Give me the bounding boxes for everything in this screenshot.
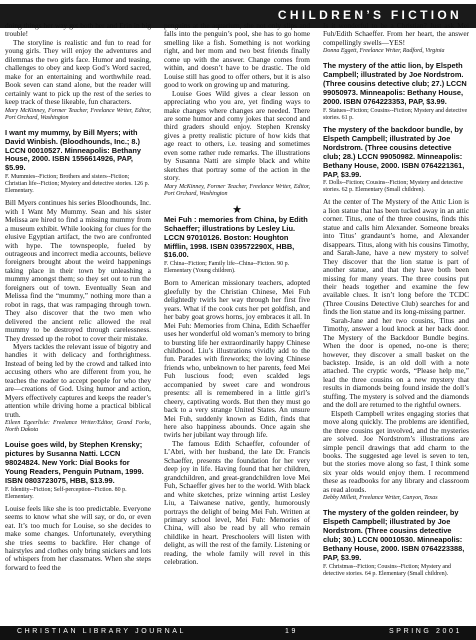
column-2 bbox=[164, 22, 310, 567]
book-entry-heading: The mystery of the backdoor bundle, by Elspeth Campbell; illustrated by Joe Nordstrom. (Three cousins detective club; 28.) LCCN 99050982. Minneapolis: Bethany House, 2000. ISBN 0764221361, PAP, $3.99. bbox=[323, 124, 465, 179]
review-paragraph: Elspeth Campbell writes engaging stories that move along quickly. The problems are identified, the three cousins get involved, and the mysteries are solved. Joe Nordstrom’s illustrations are simple pencil drawings that add charm to the books. The suggested age level is seven to ten, but the stories move along so fast, I think some six year olds would enjoy them. I recommend these as readbooks for any library and classroom as read alouds. bbox=[323, 408, 469, 494]
subject-line: F. China--Fiction; Family life--China--Fiction. 90 p. Elementary (Young children). bbox=[164, 261, 290, 275]
page-number: 19 bbox=[285, 628, 298, 635]
review-paragraph: Is it wonderful to be a Christian? Just ask Mei Fuh/Edith Schaeffer. From her heart, the answer compellingly swells—YES! bbox=[323, 21, 469, 47]
section-title: CHILDREN’S FICTION bbox=[277, 8, 462, 22]
subject-line: F. Christmas--Fiction; Cousins--Fiction; Mystery and detective stories. 64 p. Elementary (Small children). bbox=[323, 563, 452, 577]
reviewer-byline: Mary McKinney, Former Teacher, Freelance Writer, Editor, Port Orchard, Washington bbox=[164, 183, 310, 197]
review-paragraph: Louise feels like she is too predictable. Everyone seems to know what she will say, or do, or even eat. It’s too much for Louise, so she decides to make some changes. Unfortunately, everything she tries seems to backfire. Her change of hairstyles and clothes only bring snickers and lots of whispers from her classmates. When she steps forward to feed the bbox=[5, 503, 151, 572]
review-paragraph: Myers tackles the relevant issue of bigotry and handles it with delicacy and forthrightness. Instead of being led by the crowd and talked into accusing others who are different from you, he teaches the reader to accept people for who they are—creations of God. Using humor and action, Myers effectively captures and keeps the reader’s attention while driving home a practical biblical truth. bbox=[5, 341, 151, 419]
book-entry-heading: The mystery of the attic lion, by Elspeth Campbell; illustrated by Joe Nordstrom. (Three cousins detective club; 27.) LCCN 99050973. Minneapolis: Bethany House, 2000. ISBN 0764223353, PAP, $3.99. bbox=[323, 61, 467, 107]
column-3 bbox=[323, 22, 469, 582]
review-paragraph: The storyline is realistic and fun to read for young girls. They will enjoy the adventures and dilemmas the two girls face. Humor and teasing, challenges to obey and keep God’s Word sacred, make for an entertaining and worthwhile read. Book seven can stand alone, but the reader will certainly want to pick up the rest of the series to keep track of these likeable, fun characters. bbox=[5, 37, 151, 107]
page-footer bbox=[0, 626, 476, 640]
reviewer-byline: Eileen Egeerlisle: Freelance Writer/Editor, Grand Forks, North Dakota bbox=[5, 420, 151, 434]
review-paragraph: The famous Edith Schaeffer, cofounder of L’Abri, with her husband, the late Dr. Francis Schaeffer, presents the foundation for her very deep joy in life. Having found that her children, grandchildren, and great-grandchildren love Mei Fuh, Schaeffer gives her to the world. With black and white sketches, prize winning artist Lesley Liu, a Taiwanese native, gently, humorously portrays the delight of being Mei Fuh. Written at primary school level, Mei Fuh: Memories of China, will also be read by all who remain childlike in heart. Preschoolers will listen with delight, as will the rest of the family. Listening or reading, the whole family will revel in this celebration. bbox=[164, 438, 310, 567]
reviewer-byline: Debby Millett, Freelance Writer, Canyon, Texas bbox=[323, 495, 438, 502]
issue-label: SPRING 2001 bbox=[389, 628, 462, 635]
book-entry-heading: Louise goes wild, by Stephen Krensky; pictures by Susanna Natti. LCCN 98024824. New York: Dial Books for Young Readers, Penguin Putnam, 1999. ISBN 0803723075, HBB, $13.99. bbox=[5, 440, 144, 485]
subject-line: F. Mummies--Fiction; Brothers and sisters--Fiction; Christian life--Fiction; Mystery and detective stories. 126 p. Elementary. bbox=[5, 174, 150, 195]
subject-line: F. Identity--Fiction; Self-perception--Fiction. 80 p. Elementary. bbox=[5, 486, 127, 500]
subject-line: F. Statues--Fiction; Cousins--Fiction; Mystery and detective stories. 61 p. bbox=[323, 107, 468, 121]
review-paragraph: penguins at the aquarium, she not only slips and falls into the penguin’s pool, she has to go home smelling like a fish. Something is not working right, and her mom and two best friends finally come up with the answer. Change comes from within, and doesn’t have to be drastic. The old Louise still has good to offer others, but it is also good to work on growing up and maturing. bbox=[164, 21, 310, 90]
subject-line: F. Dolls--Fiction; Cousins--Fiction; Mystery and detective stories. 62 p. Elementary (Small children). bbox=[323, 180, 463, 194]
star-icon: ★ bbox=[232, 203, 242, 216]
review-paragraph: Sarah-Jane and her two cousins, Titus and Timothy, answer a loud knock at her back door. The Mystery of the Backdoor Bundle begins. When the door is opened, no-one is there; however, they discover a small basket on the backstep. Inside, is an old doll with a note attached. The cryptic words, “Please help me,” lead the three cousins on a new mystery that results in diamonds being found inside the doll’s stuffing. The mystery is solved and the diamonds and the doll are returned to the rightful owners. bbox=[323, 315, 469, 410]
journal-name: CHRISTIAN LIBRARY JOURNAL bbox=[17, 628, 186, 635]
column-1 bbox=[5, 22, 151, 572]
review-paragraph: Born to American missionary teachers, adopted gleefully by the Christian Chinese, Mei Fuh delightedly twirls her way through her first five years. What if the cook cuts her pet goldfish, and her baby goat grows horns, joy embraces it all. In Mei Fuh: Memories from China, Edith Schaeffer uses her wonderful old woman’s memory to bring to bursting life her extraordinarily happy Chinese childhood. Liu’s illustrations vividly add to the fun. Parades with fireworks; the loving Chinese friends who, unbeknown to her parents, feed Mei Fuh luscious food; even scalded legs accompanied by sweet care and wondrous presents: all is remembered in a little girl’s cheery, captivating words. But then they must go back to a very strange United States. An unsure Mei Fuh, suddenly known as Edith, finds that here also happiness abounds. Once again she twirls her jubilant way through life. bbox=[164, 278, 310, 440]
review-paragraph: At the center of The Mystery of the Attic Lion is a lion statue that has been tucked away in an attic corner. Titus, one of the three cousins, finds this statue and calls him Alexander. Someone breaks into Titus’ grandaunt’s home, and Alexander disappears. Titus, along with his cousins Timothy, and Sarah-Jane, have a new mystery to solve! They discover that the lion statue is part of another statue, and that they have both been missing for many years. The three cousins put their heads together and examine the few available clues. It isn’t long before the TCDC (Three Cousins Detective Club) searches for and finds the lion statue and its long-missing partner. bbox=[323, 197, 469, 317]
book-entry-heading: I want my mummy, by Bill Myers; with David Winbish. (Bloodhounds, Inc.; 8.) LCCN 00010527. Minneapolis: Bethany House, 2000. ISBN 1556614926, PAP, $5.99. bbox=[5, 127, 141, 173]
book-entry-heading: Mei Fuh : memories from China, by Edith Schaeffer; illustrations by Lesley Liu. LCCN 97010126. Boston: Houghton Mifflin, 1998. ISBN 039572290X, HBB, $16.00. bbox=[164, 214, 308, 260]
book-entry-heading: The mystery of the golden reindeer, by Elspeth Campbell; illustrated by Joe Nordstrom. (Three cousins detective club; 30.) LCCN 00010530. Minneapolis: Bethany House, 2000. ISBN 0764223388, PAP, $3.99. bbox=[323, 508, 465, 562]
reviewer-byline: Donna Eggett, Freelance Writer, Radford, Virginia bbox=[323, 48, 445, 55]
review-paragraph: doing things her way get both her and Erin in big trouble! bbox=[5, 21, 151, 39]
review-paragraph: Bill Myers continues his series Bloodhounds, Inc. with I Want My Mummy. Sean and his sister Melissa are hired to find a missing mummy from a museum exhibit. While looking for clues for the elusive Egyptian artifact, the two are confronted with hype. The townspeople, fueled by outrageous and incorrect media accounts, believe foreigners brought about the weird happenings taking place in their town by unleashing a mummy amongst them; so they set out to run the foreigners out of town. Eventually Sean and Melissa find the “mummy,” nothing more than a robot in rags, that was rampaging through town. They also discover that the two men who delivered the ancient relic allowed the real mummy to be destroyed through carelessness. They dressed up the robot to cover their mistake. bbox=[5, 198, 151, 343]
review-paragraph: Louise Goes Wild gives a clear lesson on appreciating who you are, yet finding ways to make changes where changes are needed. There are some humor and comy jokes that second and third graders should enjoy. Stephen Krensky gives a pretty realistic picture of how kids that age react to others, i.e. teasing and sometimes even some rather rude remarks. The illustrations by Susanna Natti are simple black and white sketches that portray some of the action in the story. bbox=[164, 88, 310, 183]
reviewer-byline: Mary McKinney, Former Teacher, Freelance Writer, Editor, Port Orchard, Washington bbox=[5, 107, 151, 121]
